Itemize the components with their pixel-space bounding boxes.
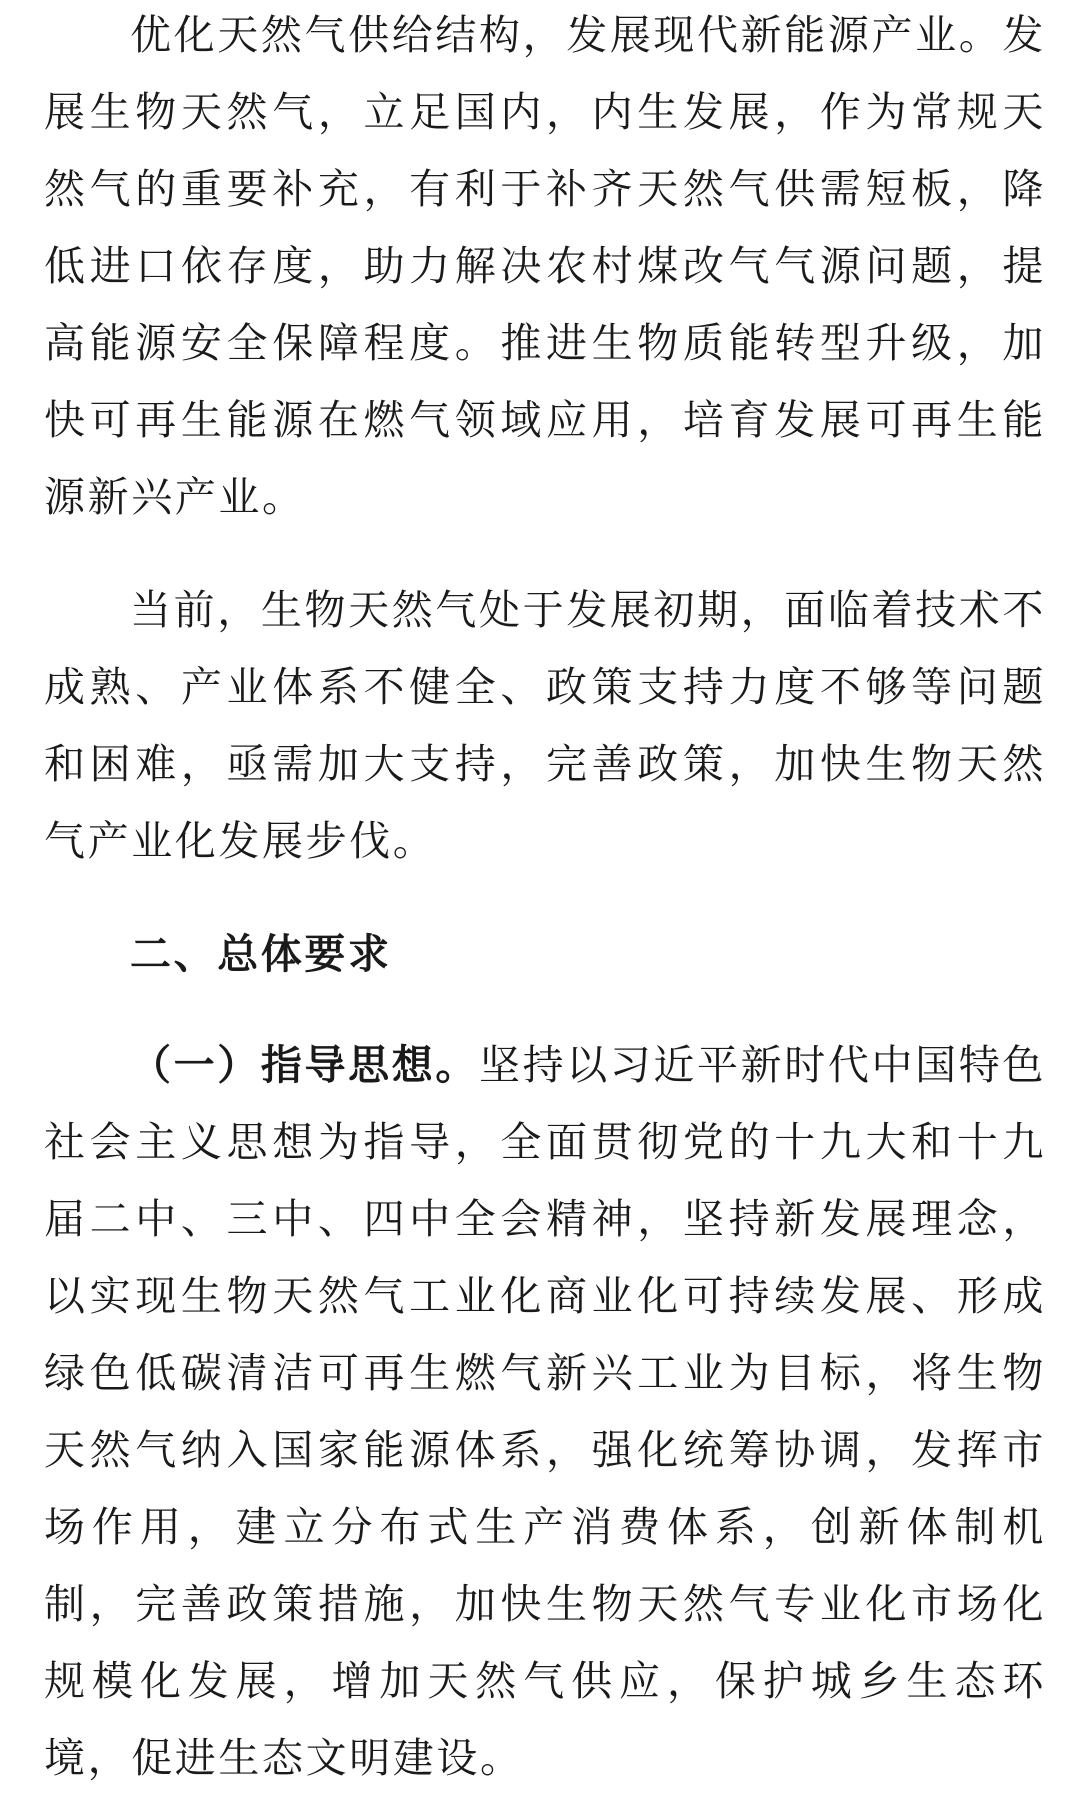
section-heading-general-requirements: 二、总体要求 [130, 930, 392, 978]
guiding-ideology-body: 坚持以习近平新时代中国特色社会主义思想为指导，全面贯彻党的十九大和十九届二中、三中、四中全会精神，坚持新发展理念，以实现生物天然气工业化商业化可持续发展、形成绿色低碳清洁可再生燃气新兴工业为目标，将生物天然气纳入国家能源体系，强化统筹协调，发挥市场作用，建立分布式生产消费体系，创新体制机制，完善政策措施，加快生物天然气专业化市场化规模化发展，增加天然气供应，保护城乡生态环境，促进生态文明建设。 [44, 1041, 1046, 1782]
paragraph-current-status: 当前，生物天然气处于发展初期，面临着技术不成熟、产业体系不健全、政策支持力度不够等问题和困难，亟需加大支持，完善政策，加快生物天然气产业化发展步伐。 [44, 586, 1046, 865]
paragraph-supply-structure: 优化天然气供给结构，发展现代新能源产业。发展生物天然气，立足国内，内生发展，作为常规天然气的重要补充，有利于补齐天然气供需短板，降低进口依存度，助力解决农村煤改气气源问题，提高能源安全保障程度。推进生物质能转型升级，加快可再生能源在燃气领域应用，培育发展可再生能源新兴产业。 [44, 11, 1046, 521]
paragraph-guiding-ideology [44, 1027, 1046, 1797]
guiding-ideology-lead: （一）指导思想。 [130, 1041, 479, 1089]
